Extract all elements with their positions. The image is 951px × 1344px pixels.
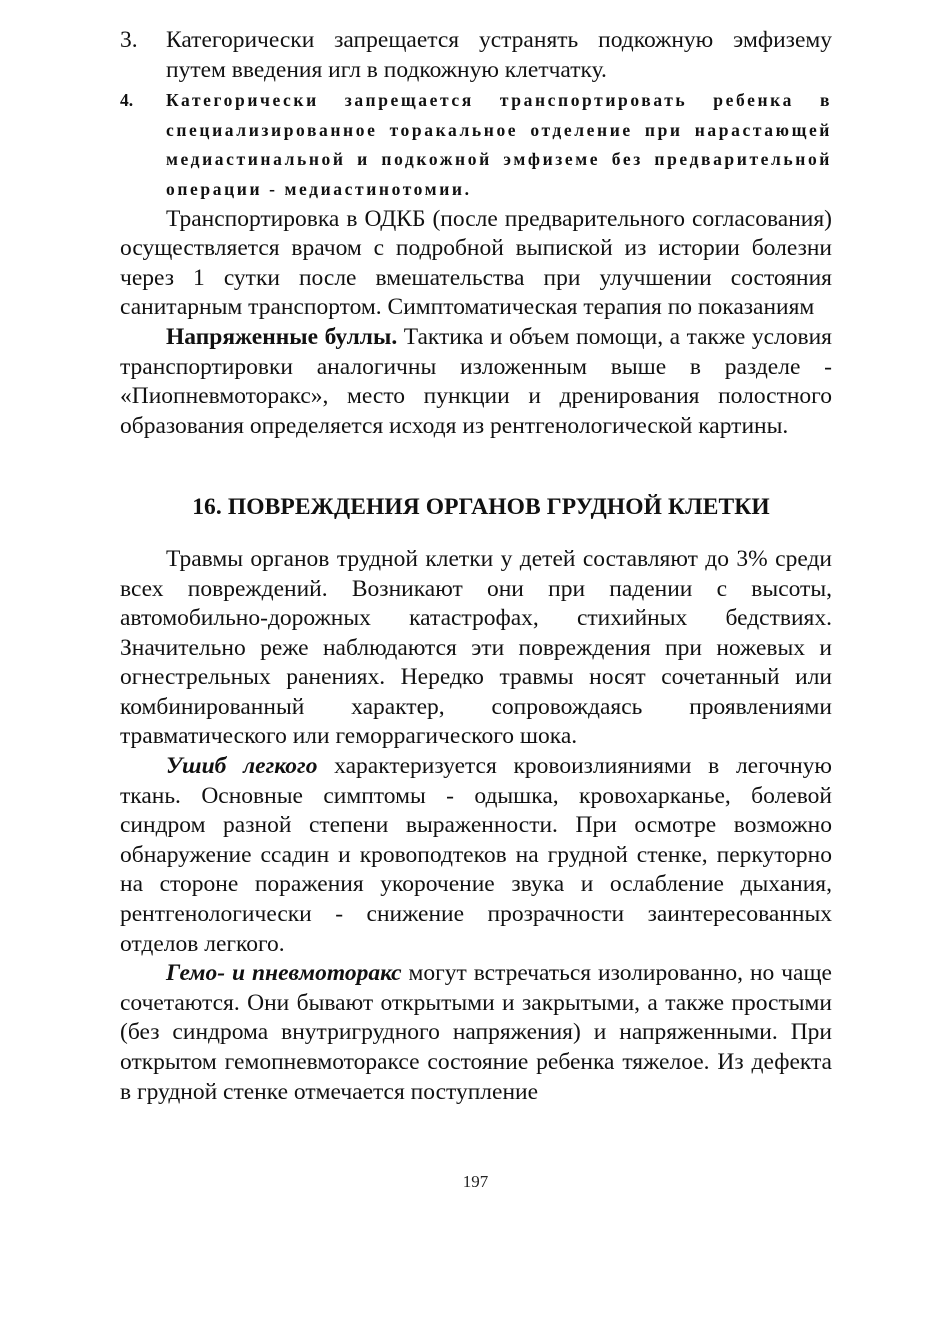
list-item-text: Категорически запрещается устранять подкожную эмфизему путем введения игл в подкожную клетчатку. [166, 27, 832, 83]
paragraph-text: могут встречаться изолированно, но чаще сочетаются. Они бывают открытыми и закрытыми, а также простыми (без синдрома внутригрудного напряжения) и напряженными. При открытом гемопневмотораксе состояние ребенка тяжелое. Из дефекта в грудной стенке отмечается поступление [120, 960, 832, 1105]
paragraph-bullae [120, 323, 832, 441]
list-item-4 [120, 86, 832, 204]
list-item-3 [120, 26, 832, 85]
paragraph-transport: Транспортировка в ОДКБ (после предварительного согласования) осуществляется врачом с подробной выпиской из истории болезни через 1 сутки после вмешательства при улучшении состояния санитарным транспортом. Симптоматическая терапия по показаниям [120, 205, 832, 321]
paragraph-hemopneumothorax [120, 959, 832, 1107]
paragraph-intro: Травмы органов трудной клетки у детей составляют до 3% среди всех повреждений. Возникают они при падении с высоты, автомобильно-дорожных катастрофах, стихийных бедствиях. Значительно реже наблюдаются эти повреждения при ножевых и огнестрельных ранениях. Нередко травмы носят сочетанный или комбинированный характер, сопровождаясь проявлениями травматического или геморрагического шока. [120, 545, 832, 750]
page-body [120, 26, 832, 1107]
paragraph-lead: Ушиб легкого [166, 753, 318, 780]
paragraph-lead: Напряженные буллы. [166, 323, 398, 350]
page-number: 197 [462, 1172, 489, 1191]
list-item-text: Категорически запрещается транспортировать ребенка в специализированное торакальное отделение при нарастающей медиастинальной и подкожной эмфиземе без предварительной операции - медиастинотомии. [166, 90, 832, 199]
list-number: 3. [120, 27, 138, 53]
list-number: 4. [120, 90, 134, 111]
section-heading: 16. ПОВРЕЖДЕНИЯ ОРГАНОВ ГРУДНОЙ КЛЕТКИ [192, 494, 770, 521]
paragraph-text: характеризуется кровоизлияниями в легочную ткань. Основные симптомы - одышка, кровохарканье, болевой синдром разной степени выраженности. При осмотре возможно обнаружение ссадин и кровоподтеков на грудной стенке, перкуторно на стороне поражения укорочение звука и ослабление дыхания, рентгенологически - снижение прозрачности заинтересованных отделов легкого. [120, 753, 832, 957]
paragraph-contusion [120, 752, 832, 959]
paragraph-lead: Гемо- и пневмоторакс [166, 960, 402, 987]
paragraph-text: Тактика и объем помощи, а также условия транспортировки аналогичны изложенным выше в разделе - «Пиопневмоторакс», место пункции и дренирования полостного образования определяется исходя из рентгенологической картины. [120, 323, 832, 439]
